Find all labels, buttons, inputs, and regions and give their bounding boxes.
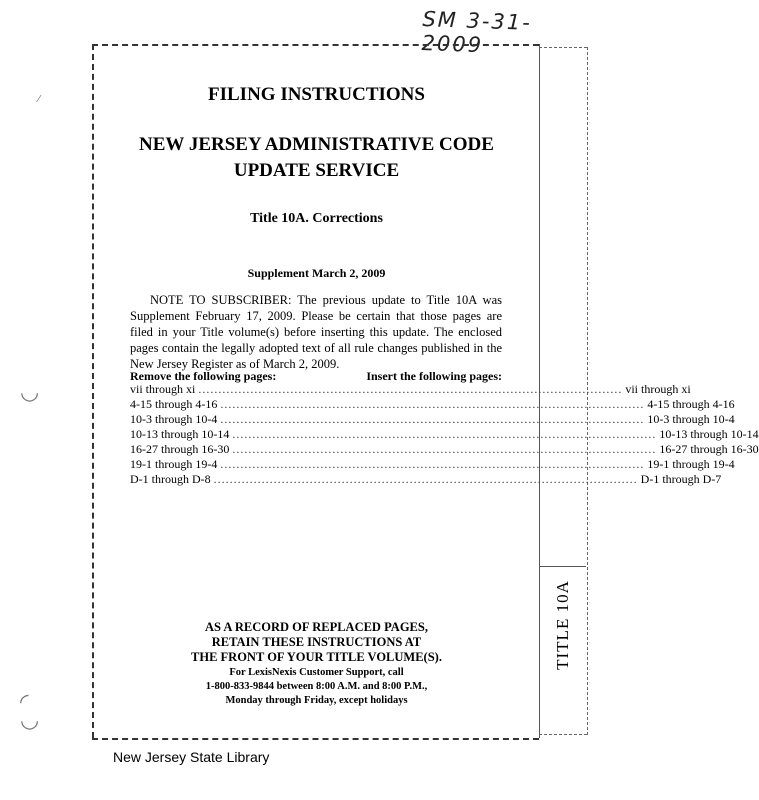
remove-pages: 16-27 through 16-30 bbox=[130, 442, 230, 456]
customer-support-info bbox=[94, 666, 539, 708]
table-row bbox=[130, 382, 691, 397]
support-line: For LexisNexis Customer Support, call bbox=[229, 667, 404, 678]
dot-leader: .......................................................................................................... bbox=[220, 412, 645, 426]
dot-leader: .......................................................................................................... bbox=[198, 382, 623, 396]
title-tab-label: TITLE 10A bbox=[553, 580, 573, 670]
dot-leader: .......................................................................................................... bbox=[220, 397, 645, 411]
table-row bbox=[130, 412, 735, 427]
record-line: THE FRONT OF YOUR TITLE VOLUME(S). bbox=[191, 650, 442, 664]
remove-header: Remove the following pages: bbox=[130, 369, 277, 383]
dot-leader: .......................................................................................................... bbox=[232, 427, 657, 441]
remove-pages: D-1 through D-8 bbox=[130, 472, 211, 486]
table-row bbox=[130, 427, 759, 442]
table-row bbox=[130, 397, 735, 412]
remove-pages: 10-3 through 10-4 bbox=[130, 412, 218, 426]
scan-mark: ◡ bbox=[20, 708, 40, 733]
table-row bbox=[130, 457, 735, 472]
insert-header: Insert the following pages: bbox=[366, 369, 502, 383]
scan-mark: ◜ bbox=[20, 690, 29, 715]
insert-pages: 4-15 through 4-16 bbox=[647, 397, 735, 411]
subscriber-note: NOTE TO SUBSCRIBER: The previous update to Title 10A was Supplement February 17, 2009. Please be certain that those pages are filed in your Title volume(s) before inserting this update. The enclosed pages contain the legally adopted text of all rule changes published in the New Jersey Register as of March 2, 2009. bbox=[130, 293, 502, 371]
insert-pages: 19-1 through 19-4 bbox=[647, 457, 735, 471]
bottom-border bbox=[92, 738, 539, 740]
insert-pages: D-1 through D-7 bbox=[640, 472, 722, 486]
handwritten-date-note: SM 3-31-2009 bbox=[421, 7, 533, 58]
top-border bbox=[92, 44, 539, 46]
insert-pages: 10-3 through 10-4 bbox=[647, 412, 735, 426]
page-title: FILING INSTRUCTIONS bbox=[208, 84, 425, 105]
remove-pages: vii through xi bbox=[130, 382, 196, 396]
remove-pages: 19-1 through 19-4 bbox=[130, 457, 218, 471]
bottom-border-tab bbox=[539, 734, 587, 735]
table-row bbox=[130, 472, 722, 487]
table-row bbox=[130, 442, 759, 457]
title-tab-label-container bbox=[540, 566, 586, 684]
page-replacement-table bbox=[130, 382, 759, 487]
record-line: AS A RECORD OF REPLACED PAGES, bbox=[205, 620, 428, 634]
support-line: 1-800-833-9844 between 8:00 A.M. and 8:00 P.M., bbox=[205, 681, 428, 692]
dot-leader: .......................................................................................................... bbox=[220, 457, 645, 471]
code-subtitle: UPDATE SERVICE bbox=[233, 160, 400, 181]
dot-leader: .......................................................................................................... bbox=[232, 442, 657, 456]
insert-pages: 16-27 through 16-30 bbox=[659, 442, 759, 456]
record-line: RETAIN THESE INSTRUCTIONS AT bbox=[211, 635, 422, 649]
remove-pages: 4-15 through 4-16 bbox=[130, 397, 218, 411]
supplement-date: Supplement March 2, 2009 bbox=[247, 266, 386, 280]
insert-pages: 10-13 through 10-14 bbox=[659, 427, 759, 441]
dot-leader: .......................................................................................................... bbox=[213, 472, 638, 486]
scan-mark: ⁄ bbox=[38, 94, 40, 105]
library-footer: New Jersey State Library bbox=[113, 749, 270, 765]
support-line: Monday through Friday, except holidays bbox=[225, 695, 408, 706]
scan-mark: ◡ bbox=[20, 380, 40, 405]
insert-pages: vii through xi bbox=[625, 382, 691, 396]
remove-pages: 10-13 through 10-14 bbox=[130, 427, 230, 441]
record-notice bbox=[94, 620, 539, 665]
top-border-tab bbox=[539, 47, 587, 48]
title-name: Title 10A. Corrections bbox=[250, 211, 383, 226]
code-title: NEW JERSEY ADMINISTRATIVE CODE bbox=[139, 134, 494, 155]
